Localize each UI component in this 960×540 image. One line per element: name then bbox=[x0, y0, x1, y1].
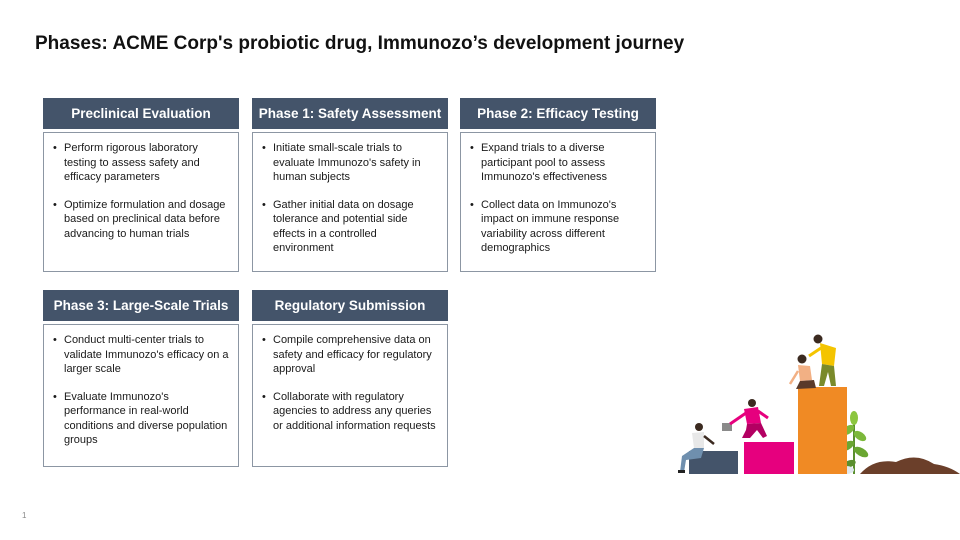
phase-card-phase1 bbox=[252, 98, 448, 272]
bullet-item: • Collect data on Immunozo's impact on immune response variability across different demographics bbox=[481, 198, 647, 256]
phase-card-regulatory bbox=[252, 290, 448, 467]
phase-card-body bbox=[43, 132, 239, 272]
phase-card-header: Regulatory Submission bbox=[252, 290, 448, 321]
phase-card-phase2 bbox=[460, 98, 656, 272]
phase-card-phase3 bbox=[43, 290, 239, 467]
bullet-item: • Expand trials to a diverse participant pool to assess Immunozo's effectiveness bbox=[481, 141, 647, 185]
step-pink bbox=[744, 442, 794, 474]
bullet-item: • Collaborate with regulatory agencies to address any queries or additional information requests bbox=[273, 390, 439, 434]
bullet-item: • Perform rigorous laboratory testing to assess safety and efficacy parameters bbox=[64, 141, 230, 185]
slide-title: Phases: ACME Corp's probiotic drug, Immunozo’s development journey bbox=[35, 33, 685, 54]
bullet-item: • Gather initial data on dosage tolerance and potential side effects in a controlled environment bbox=[273, 198, 439, 256]
bullet-item: • Compile comprehensive data on safety and efficacy for regulatory approval bbox=[273, 333, 439, 377]
phase-card-body bbox=[252, 324, 448, 467]
phase-card-preclinical bbox=[43, 98, 239, 272]
phase-card-header: Phase 3: Large-Scale Trials bbox=[43, 290, 239, 321]
phase-card-header: Phase 1: Safety Assessment bbox=[252, 98, 448, 129]
person-climber-3 bbox=[790, 355, 816, 390]
bullet-item: • Conduct multi-center trials to validate Immunozo's efficacy on a larger scale bbox=[64, 333, 230, 377]
phase-card-body bbox=[252, 132, 448, 272]
teamwork-steps-illustration bbox=[664, 326, 960, 481]
phase-card-header: Preclinical Evaluation bbox=[43, 98, 239, 129]
bullet-item: • Initiate small-scale trials to evaluate Immunozo's safety in human subjects bbox=[273, 141, 439, 185]
phase-card-body bbox=[43, 324, 239, 467]
person-climber-2 bbox=[722, 399, 768, 438]
bullet-item: • Evaluate Immunozo's performance in real-world conditions and diverse population groups bbox=[64, 390, 230, 448]
ground-mound bbox=[860, 457, 960, 474]
page-number: 1 bbox=[22, 511, 27, 520]
bullet-item: • Optimize formulation and dosage based on preclinical data before advancing to human trials bbox=[64, 198, 230, 242]
person-climber-4 bbox=[809, 335, 836, 387]
phase-card-body bbox=[460, 132, 656, 272]
step-orange bbox=[798, 387, 847, 474]
phase-card-header: Phase 2: Efficacy Testing bbox=[460, 98, 656, 129]
